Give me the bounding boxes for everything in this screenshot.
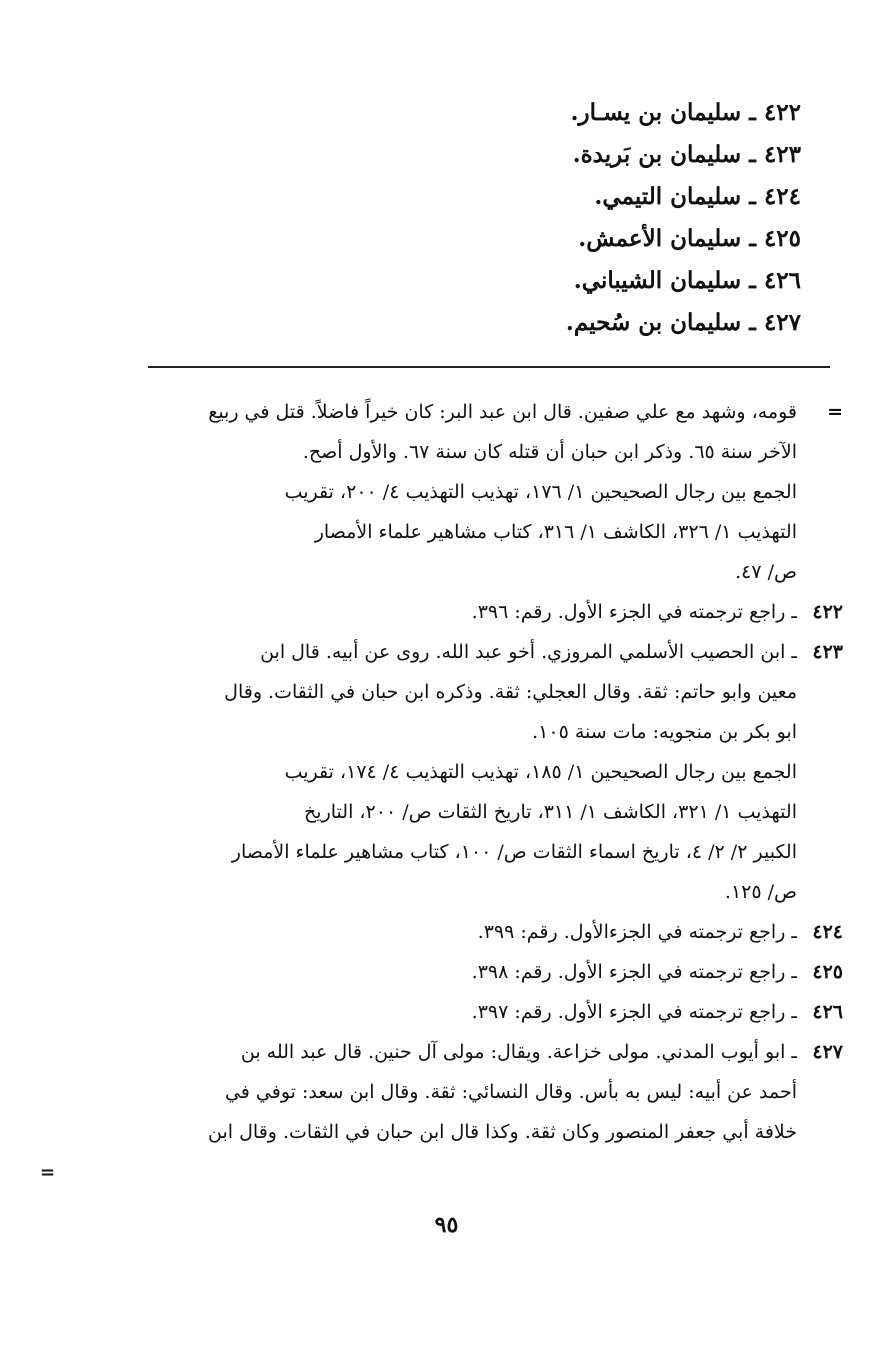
footnote-ref: ٤٢٦ bbox=[812, 1001, 843, 1023]
entry-heading: ٤٢٧ ـ سليمان بن سُحيم. bbox=[565, 309, 801, 336]
footnote-text: ابو بكر بن منجويه: مات سنة ١٠٥. bbox=[532, 721, 797, 743]
footnote-424 bbox=[143, 912, 843, 952]
footnote-text: الكبير ٢/ ٢/ ٤، تاريخ اسماء الثقات ص/ ١٠٠، كتاب مشاهير علماء الأمصار bbox=[231, 841, 797, 863]
footnote-text: أحمد عن أبيه: ليس به بأس. وقال النسائي: ثقة. وقال ابن سعد: توفي في bbox=[224, 1081, 797, 1103]
footnote-text: قومه، وشهد مع علي صفين. قال ابن عبد البر: كان خيراً فاضلاً. قتل في ربيع bbox=[208, 401, 797, 423]
footnote-text: التهذيب ١/ ٣٢١، الكاشف ١/ ٣١١، تاريخ الثقات ص/ ٢٠٠، التاريخ bbox=[304, 801, 797, 823]
continuation-mark: = bbox=[40, 1162, 56, 1183]
footnote-427 bbox=[143, 1032, 843, 1152]
footnote-text: ـ راجع ترجمته في الجزء الأول. رقم: ٣٩٨. bbox=[471, 961, 797, 983]
footnote-text: معين وابو حاتم: ثقة. وقال العجلي: ثقة. وذكره ابن حبان في الثقات. وقال bbox=[224, 681, 797, 703]
footnote-text: ص/ ١٢٥. bbox=[724, 881, 797, 903]
footnote-text: الآخر سنة ٦٥. وذكر ابن حبان أن قتله كان سنة ٦٧. والأول أصح. bbox=[302, 441, 797, 463]
entry-heading: ٤٢٢ ـ سليمان بن يسـار. bbox=[570, 99, 801, 126]
footnote-text: الجمع بين رجال الصحيحين ١/ ١٧٦، تهذيب التهذيب ٤/ ٢٠٠، تقريب bbox=[284, 481, 797, 503]
footnote-425 bbox=[143, 952, 843, 992]
entry-heading: ٤٢٣ ـ سليمان بن بَريدة. bbox=[572, 141, 801, 168]
footnote-423 bbox=[143, 632, 843, 912]
entry-headings bbox=[381, 92, 801, 344]
entry-heading: ٤٢٦ ـ سليمان الشيباني. bbox=[573, 267, 801, 294]
footnotes bbox=[143, 392, 843, 1152]
footnote-ref: ٤٢٣ bbox=[812, 641, 843, 663]
footnote-text: ـ ابن الحصيب الأسلمي المروزي. أخو عبد الله. روى عن أبيه. قال ابن bbox=[260, 641, 797, 663]
footnote-text: ـ راجع ترجمته في الجزء الأول. رقم: ٣٩٦. bbox=[471, 601, 797, 623]
footnote-text: التهذيب ١/ ٣٢٦، الكاشف ١/ ٣١٦، كتاب مشاهير علماء الأمصار bbox=[314, 521, 797, 543]
footnote-ref: = bbox=[827, 401, 843, 423]
footnote-divider bbox=[148, 366, 830, 368]
footnote-text: ـ راجع ترجمته في الجزءالأول. رقم: ٣٩٩. bbox=[477, 921, 797, 943]
entry-heading: ٤٢٤ ـ سليمان التيمي. bbox=[594, 183, 801, 210]
footnote-text: الجمع بين رجال الصحيحين ١/ ١٨٥، تهذيب التهذيب ٤/ ١٧٤، تقريب bbox=[284, 761, 797, 783]
footnote-text: ـ راجع ترجمته في الجزء الأول. رقم: ٣٩٧. bbox=[471, 1001, 797, 1023]
page-number: ٩٥ bbox=[434, 1212, 459, 1238]
footnote-ref: ٤٢٢ bbox=[812, 601, 843, 623]
footnote-ref: ٤٢٧ bbox=[812, 1041, 843, 1063]
footnote-422 bbox=[143, 592, 843, 632]
footnote-text: خلافة أبي جعفر المنصور وكان ثقة. وكذا قال ابن حبان في الثقات. وقال ابن bbox=[208, 1121, 797, 1143]
footnote-426 bbox=[143, 992, 843, 1032]
entry-heading: ٤٢٥ ـ سليمان الأعمش. bbox=[578, 225, 801, 252]
footnote-ref: ٤٢٤ bbox=[812, 921, 843, 943]
footnote-continuation bbox=[143, 392, 843, 592]
footnote-ref: ٤٢٥ bbox=[812, 961, 843, 983]
footnote-text: ـ ابو أيوب المدني. مولى خزاعة. ويقال: مولى آل حنين. قال عبد الله بن bbox=[240, 1041, 797, 1063]
footnote-text: ص/ ٤٧. bbox=[735, 561, 797, 583]
